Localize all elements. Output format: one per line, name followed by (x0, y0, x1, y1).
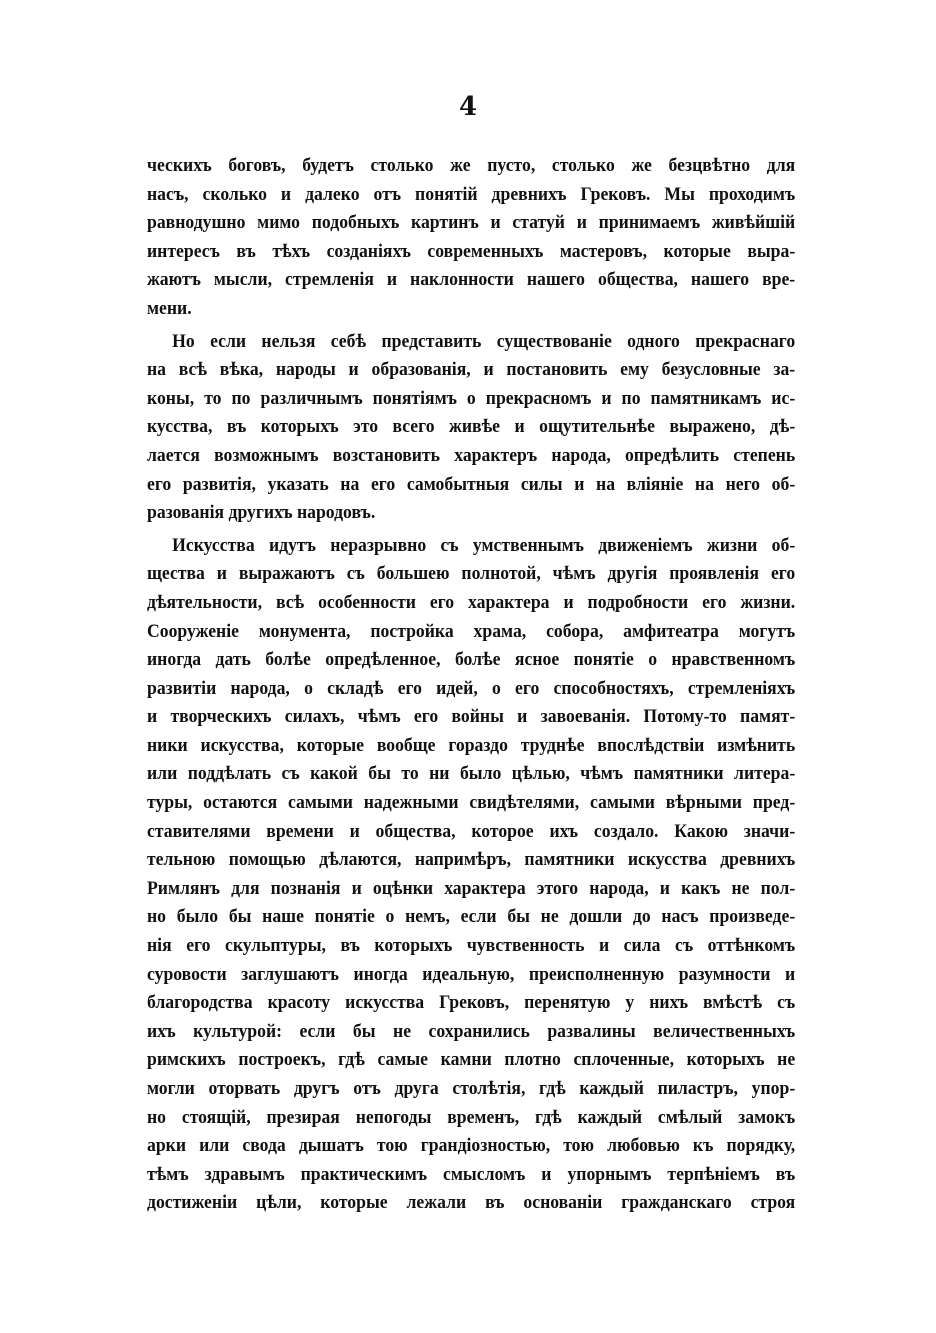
text-line: равнодушно мимо подобныхъ картинъ и статуй и принимаемъ живѣйшій (147, 212, 796, 234)
text-line: ческихъ боговъ, будетъ столько же пусто, столько же безцвѣтно для (147, 155, 796, 176)
paragraph (147, 328, 795, 528)
text-line: могли оторвать другъ отъ друга столѣтія, гдѣ каждый пиластръ, упор- (147, 1078, 796, 1099)
text-line: мени. (147, 297, 192, 319)
text-line: дѣятельности, всѣ особенности его характера и подробности его жизни. (147, 591, 796, 613)
text-line: лается возможнымъ возстановить характеръ народа, опредѣлить степень (147, 444, 796, 466)
body-text (147, 152, 795, 1218)
text-line: но стоящій, презирая непогоды временъ, гдѣ каждый смѣлый замокъ (147, 1106, 796, 1128)
text-line: коны, то по различнымъ понятіямъ о прекрасномъ и по памятникамъ ис- (147, 387, 796, 409)
text-line: но было бы наше понятіе о немъ, если бы не дошли до насъ произведе- (147, 906, 796, 928)
text-line: тельною помощью дѣлаются, напримѣръ, памятники искусства древнихъ (147, 849, 796, 871)
paragraph (147, 532, 795, 1218)
text-line: разованія другихъ народовъ. (147, 502, 376, 524)
text-line: развитіи народа, о складѣ его идей, о его способностяхъ, стремленіяхъ (147, 677, 796, 699)
text-line: ихъ культурой: если бы не сохранились развалины величественныхъ (147, 1020, 796, 1042)
text-line: Римлянъ для познанія и оцѣнки характера этого народа, и какъ не пол- (147, 877, 796, 899)
text-line: насъ, сколько и далеко отъ понятій древнихъ Грековъ. Мы проходимъ (147, 183, 796, 205)
text-line: туры, остаются самыми надежными свидѣтелями, самыми вѣрными пред- (147, 792, 796, 814)
text-line: ставителями времени и общества, которое ихъ создало. Какою значи- (147, 820, 796, 842)
text-line: интересъ въ тѣхъ созданіяхъ современныхъ мастеровъ, которые выра- (147, 240, 796, 262)
text-line: его развитія, указать на его самобытныя силы и на вліяніе на него об- (147, 473, 796, 495)
text-line: благородства красоту искусства Грековъ, перенятую у нихъ вмѣстѣ съ (147, 992, 796, 1014)
text-line: Сооруженіе монумента, постройка храма, собора, амфитеатра могутъ (147, 620, 796, 642)
text-line: суровости заглушаютъ иногда идеальную, преисполненную разумности и (147, 963, 796, 985)
text-line: арки или свода дышатъ тою грандіозностью, тою любовью къ порядку, (147, 1135, 796, 1157)
text-line: достиженіи цѣли, которые лежали въ основаніи гражданскаго строя (147, 1192, 796, 1214)
text-line: Искусства идутъ неразрывно съ умственнымъ движеніемъ жизни об- (172, 534, 796, 556)
page-number: 4 (458, 92, 478, 122)
text-line: ники искусства, которые вообще гораздо труднѣе впослѣдствіи измѣнить (147, 734, 796, 756)
text-line: щества и выражаютъ съ большею полнотой, чѣмъ другія проявленія его (147, 563, 796, 585)
text-line: тѣмъ здравымъ практическимъ смысломъ и упорнымъ терпѣніемъ въ (147, 1163, 796, 1185)
text-line: на всѣ вѣка, народы и образованія, и постановить ему безусловные за- (147, 359, 796, 381)
text-line: или поддѣлать съ какой бы то ни было цѣлью, чѣмъ памятники литера- (147, 763, 796, 785)
text-line: Но если нельзя себѣ представить существованіе одного прекраснаго (172, 330, 796, 352)
text-line: римскихъ построекъ, гдѣ самые камни плотно сплоченные, которыхъ не (147, 1049, 796, 1071)
text-line: жаютъ мысли, стремленія и наклонности нашего общества, нашего вре- (147, 269, 796, 291)
text-line: и творческихъ силахъ, чѣмъ его войны и завоеванія. Потому-то памят- (147, 706, 796, 728)
text-line: кусства, въ которыхъ это всего живѣе и ощутительнѣе выражено, дѣ- (147, 416, 796, 438)
text-line: нія его скульптуры, въ которыхъ чувственность и сила съ оттѣнкомъ (147, 935, 796, 957)
text-line: иногда дать болѣе опредѣленное, болѣе ясное понятіе о нравственномъ (147, 649, 796, 671)
paragraph (147, 152, 795, 324)
